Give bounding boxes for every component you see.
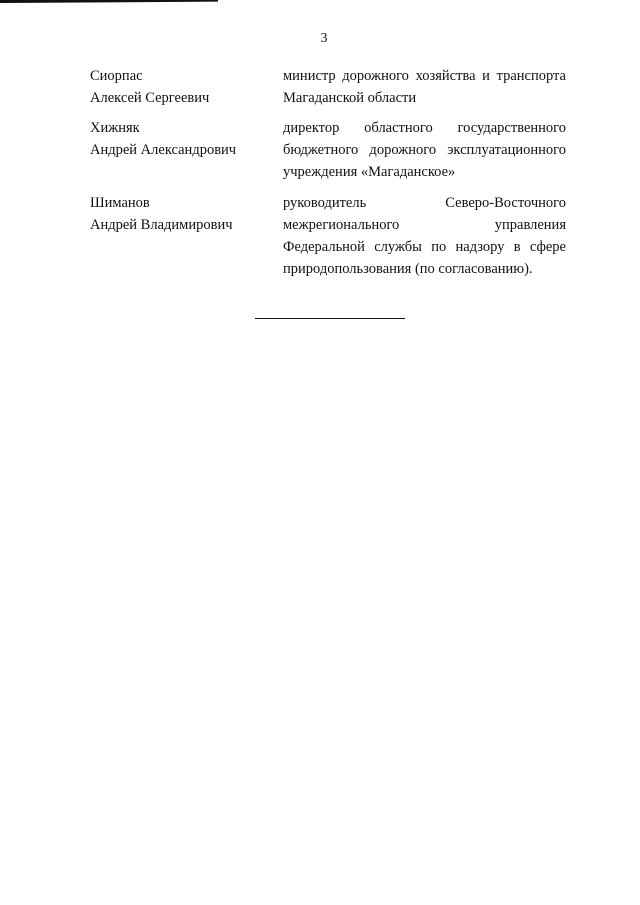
closing-rule (255, 318, 405, 319)
member-surname: Шиманов (90, 195, 150, 211)
position-line: Магаданской области (283, 90, 417, 106)
member-position (283, 192, 566, 280)
position-line: природопользования (по согласованию). (283, 261, 533, 277)
position-line: учреждения «Магаданское» (283, 164, 456, 180)
position-line: Федеральной службы по надзору в сфере (283, 239, 566, 255)
member-name (90, 192, 270, 236)
member-name (90, 117, 270, 161)
member-given-names: Андрей Владимирович (90, 217, 233, 233)
member-position (283, 117, 566, 183)
position-line: бюджетного дорожного эксплуатационного (283, 142, 566, 158)
position-line: межрегионального управления (283, 217, 566, 233)
member-position (283, 65, 566, 109)
position-line: руководитель Северо-Восточного (283, 195, 566, 211)
member-given-names: Алексей Сергеевич (90, 90, 210, 106)
member-surname: Хижняк (90, 120, 140, 136)
member-name (90, 65, 270, 109)
scan-edge-mark (0, 0, 218, 3)
member-surname: Сиорпас (90, 68, 143, 84)
member-given-names: Андрей Александрович (90, 142, 237, 158)
position-line: министр дорожного хозяйства и транспорта (283, 68, 566, 84)
position-line: директор областного государственного (283, 120, 566, 136)
page-number: 3 (320, 31, 328, 46)
